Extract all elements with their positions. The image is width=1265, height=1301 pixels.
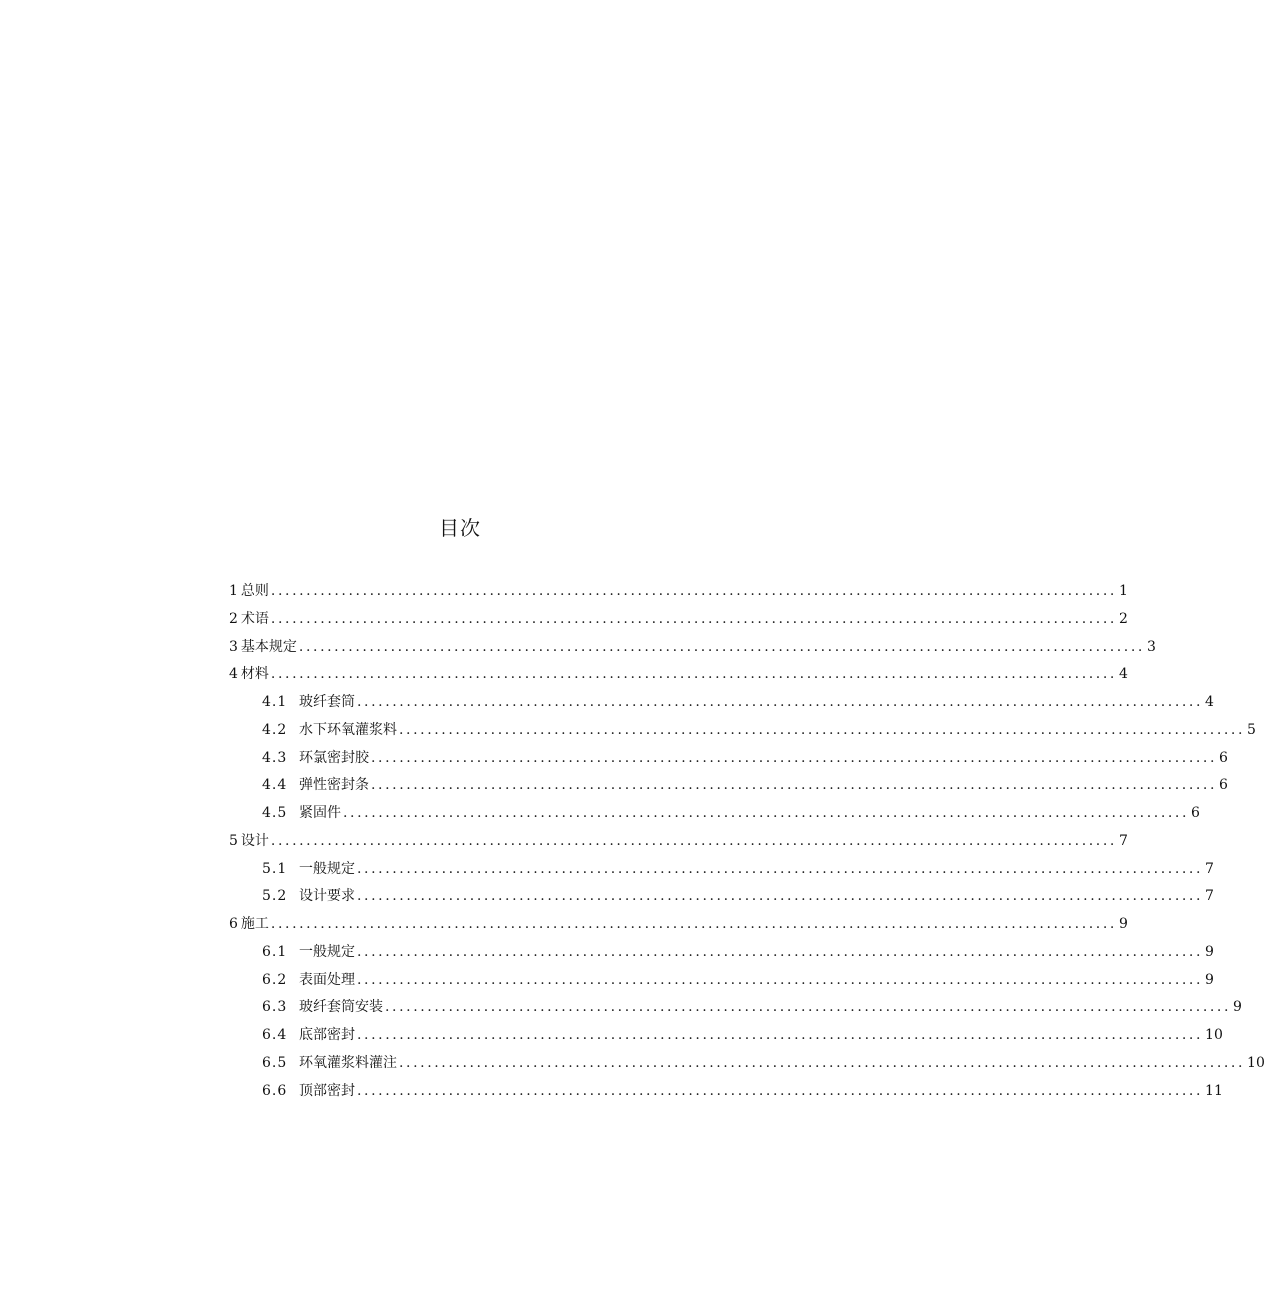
toc-entry-title: 设计 [240, 832, 269, 849]
toc-entry-number: 6.3 [262, 999, 288, 1016]
toc-entry-title: 材料 [240, 666, 269, 683]
toc-entry-page: 10 [1205, 1027, 1223, 1043]
toc-entry-number: 4.4 [262, 777, 288, 794]
toc-dot-leader: ........................................................................................................................ [399, 721, 1246, 738]
toc-entry-page: 4 [1118, 666, 1128, 683]
toc-entry-page: 7 [1205, 860, 1214, 877]
toc-entry-title: 玻纤套筒安装 [299, 999, 383, 1016]
toc-dot-leader: ........................................................................................................................ [270, 666, 1117, 683]
toc-entry-number: 3 [229, 638, 238, 655]
toc-entry-number: 6.2 [262, 971, 288, 988]
toc-entry-number: 4.5 [262, 805, 288, 821]
toc-entry-title: 一般规定 [299, 943, 355, 960]
toc-dot-leader: ........................................................................................................................ [371, 749, 1218, 766]
toc-entry-number: 4.3 [262, 749, 288, 766]
toc-entry[interactable] [229, 1050, 1265, 1078]
toc-entry[interactable] [229, 689, 1214, 717]
toc-entry[interactable] [229, 634, 1156, 662]
toc-entry-page: 7 [1118, 832, 1128, 849]
toc-list [229, 578, 1265, 1105]
toc-entry[interactable] [229, 606, 1128, 634]
toc-entry[interactable] [229, 717, 1256, 745]
toc-dot-leader: ........................................................................................................................ [270, 832, 1117, 849]
toc-dot-leader: ........................................................................................................................ [270, 916, 1117, 932]
toc-entry-title: 底部密封 [299, 1027, 355, 1043]
toc-dot-leader: ........................................................................................................................ [270, 583, 1117, 599]
toc-dot-leader: ........................................................................................................................ [399, 1054, 1246, 1071]
toc-entry-title: 设计要求 [299, 888, 355, 905]
toc-entry[interactable] [229, 1022, 1223, 1050]
toc-title: 目次 [439, 516, 481, 540]
toc-dot-leader: ........................................................................................................................ [357, 1027, 1204, 1043]
toc-entry-number: 6.1 [262, 943, 288, 960]
toc-dot-leader: ........................................................................................................................ [357, 943, 1204, 960]
toc-entry-number: 6.6 [262, 1082, 288, 1099]
toc-entry-number: 6 [229, 916, 238, 932]
toc-dot-leader: ........................................................................................................................ [357, 971, 1204, 988]
toc-entry-page: 9 [1233, 999, 1242, 1016]
toc-entry-title: 施工 [240, 916, 269, 932]
toc-entry-title: 基本规定 [240, 638, 297, 655]
toc-entry-title: 总则 [240, 583, 269, 599]
toc-dot-leader: ........................................................................................................................ [343, 805, 1190, 821]
toc-entry-number: 2 [229, 610, 238, 627]
toc-entry-number: 4 [229, 666, 238, 683]
toc-entry-title: 一般规定 [299, 860, 355, 877]
toc-entry-page: 6 [1219, 749, 1228, 766]
toc-entry[interactable] [229, 800, 1200, 828]
toc-entry[interactable] [229, 967, 1214, 995]
toc-dot-leader: ........................................................................................................................ [357, 888, 1204, 905]
toc-entry[interactable] [229, 578, 1128, 606]
toc-dot-leader: ........................................................................................................................ [357, 694, 1204, 710]
toc-dot-leader: ........................................................................................................................ [298, 638, 1145, 655]
toc-entry-title: 玻纤套筒 [299, 694, 355, 710]
toc-dot-leader: ........................................................................................................................ [357, 860, 1204, 877]
toc-entry-page: 7 [1205, 888, 1214, 905]
toc-entry-title: 弹性密封条 [299, 777, 369, 794]
toc-entry-title: 顶部密封 [299, 1082, 355, 1099]
toc-dot-leader: ........................................................................................................................ [385, 999, 1232, 1016]
toc-entry-title: 表面处理 [299, 971, 355, 988]
toc-entry-page: 3 [1146, 638, 1156, 655]
toc-entry-number: 4.1 [262, 694, 288, 710]
toc-entry-page: 4 [1205, 694, 1214, 710]
toc-entry-page: 1 [1118, 583, 1128, 599]
toc-entry[interactable] [229, 883, 1214, 911]
toc-entry[interactable] [229, 828, 1128, 856]
toc-entry[interactable] [229, 772, 1228, 800]
toc-entry-number: 5 [229, 832, 238, 849]
toc-entry-page: 6 [1191, 805, 1200, 821]
toc-entry-page: 2 [1118, 610, 1128, 627]
toc-entry-title: 环氯密封胶 [299, 749, 369, 766]
toc-entry-title: 术语 [240, 610, 269, 627]
toc-dot-leader: ........................................................................................................................ [357, 1082, 1204, 1099]
toc-entry-title: 紧固件 [299, 805, 341, 821]
toc-entry[interactable] [229, 911, 1128, 939]
toc-entry[interactable] [229, 856, 1214, 884]
toc-entry-page: 5 [1247, 721, 1256, 738]
toc-entry-number: 6.4 [262, 1027, 288, 1043]
toc-entry-number: 6.5 [262, 1054, 288, 1071]
toc-entry-title: 水下环氧灌浆料 [299, 721, 397, 738]
toc-entry-number: 5.2 [262, 888, 288, 905]
toc-entry[interactable] [229, 1078, 1223, 1106]
toc-entry[interactable] [229, 661, 1128, 689]
toc-entry-number: 5.1 [262, 860, 288, 877]
toc-entry[interactable] [229, 939, 1214, 967]
toc-entry-page: 9 [1205, 971, 1214, 988]
toc-entry[interactable] [229, 745, 1228, 773]
toc-entry-page: 9 [1205, 943, 1214, 960]
toc-entry-page: 6 [1219, 777, 1228, 794]
toc-entry-number: 1 [229, 583, 238, 599]
toc-entry-number: 4.2 [262, 721, 288, 738]
toc-dot-leader: ........................................................................................................................ [270, 610, 1117, 627]
toc-entry[interactable] [229, 994, 1242, 1022]
toc-entry-page: 9 [1118, 916, 1128, 932]
toc-entry-page: 11 [1205, 1082, 1223, 1099]
toc-dot-leader: ........................................................................................................................ [371, 777, 1218, 794]
toc-entry-page: 10 [1247, 1054, 1265, 1071]
toc-entry-title: 环氧灌浆料灌注 [299, 1054, 397, 1071]
